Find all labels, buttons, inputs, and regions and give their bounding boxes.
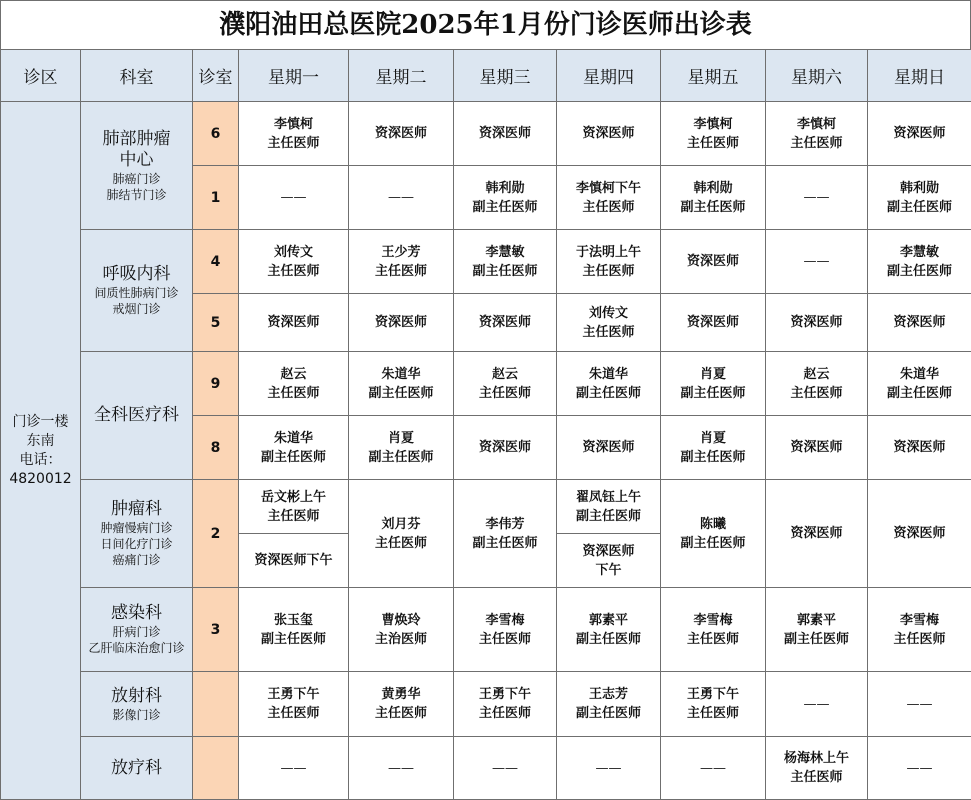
cell-line: 赵云: [766, 365, 867, 384]
cell-line: 资深医师: [454, 124, 556, 143]
cell-line: 资深医师: [661, 252, 765, 271]
schedule-cell: [661, 102, 766, 166]
cell-line: ——: [661, 759, 765, 778]
schedule-cell: [454, 102, 557, 166]
cell-line: 王勇下午: [239, 685, 348, 704]
cell-line: 主任医师: [557, 198, 660, 217]
column-header: 星期四: [557, 50, 661, 102]
cell-line: 主任医师: [557, 262, 660, 281]
table-row: [1, 588, 971, 672]
cell-line: 肖夏: [661, 429, 765, 448]
cell-line: 副主任医师: [454, 534, 556, 553]
cell-line: ——: [766, 252, 867, 271]
cell-line: 主任医师: [557, 323, 660, 342]
cell-line: 资深医师下午: [254, 551, 332, 570]
schedule-cell: [239, 166, 349, 230]
schedule-cell: [349, 737, 454, 800]
dept-sub-clinic: 肺结节门诊: [81, 187, 192, 203]
cell-line: ——: [557, 759, 660, 778]
column-header: 星期一: [239, 50, 349, 102]
schedule-cell: [239, 230, 349, 294]
half-slot: [557, 534, 660, 587]
dept-name: 放射科: [81, 686, 192, 707]
room-number: 4: [193, 230, 239, 294]
schedule-cell: [661, 166, 766, 230]
cell-line: 资深医师: [766, 438, 867, 457]
cell-line: 副主任医师: [454, 198, 556, 217]
cell-line: 李伟芳: [454, 515, 556, 534]
cell-line: 韩利勋: [454, 179, 556, 198]
cell-line: 主任医师: [454, 630, 556, 649]
cell-line: 李雪梅: [868, 611, 971, 630]
cell-line: 副主任医师: [239, 448, 348, 467]
schedule-cell: [868, 737, 971, 800]
cell-line: 主任医师: [239, 384, 348, 403]
cell-line: 朱道华: [557, 365, 660, 384]
cell-line: 资深医师: [868, 438, 971, 457]
column-header: 诊区: [1, 50, 81, 102]
cell-line: 刘传文: [239, 243, 348, 262]
dept-name: 全科医疗科: [81, 405, 192, 426]
cell-line: 主任医师: [766, 134, 867, 153]
cell-line: 刘传文: [557, 304, 660, 323]
schedule-cell: [661, 230, 766, 294]
cell-line: 王勇下午: [661, 685, 765, 704]
cell-line: 主任医师: [661, 704, 765, 723]
column-header: 星期日: [868, 50, 971, 102]
schedule-cell: [766, 102, 868, 166]
dept-sub-clinic: 肿瘤慢病门诊: [81, 520, 192, 536]
cell-line: 韩利勋: [661, 179, 765, 198]
cell-line: 主治医师: [349, 630, 453, 649]
cell-line: 主任医师: [661, 134, 765, 153]
dept-cell: [81, 230, 193, 352]
cell-line: 资深医师: [766, 313, 867, 332]
room-number: 6: [193, 102, 239, 166]
schedule-cell: [454, 737, 557, 800]
schedule-cell: [557, 230, 661, 294]
cell-line: 主任医师: [868, 630, 971, 649]
dept-sub-clinic: 影像门诊: [81, 707, 192, 723]
schedule-cell: [454, 416, 557, 480]
cell-line: ——: [454, 759, 556, 778]
room-number: [193, 672, 239, 737]
cell-line: 肖夏: [349, 429, 453, 448]
cell-line: 副主任医师: [661, 534, 765, 553]
half-slot: [557, 480, 660, 534]
cell-line: 郭素平: [766, 611, 867, 630]
room-number: 1: [193, 166, 239, 230]
schedule-cell: [239, 294, 349, 352]
schedule-cell: [239, 588, 349, 672]
schedule-cell: [766, 166, 868, 230]
schedule-cell: [349, 672, 454, 737]
schedule-cell: [661, 480, 766, 588]
dept-cell: [81, 737, 193, 800]
cell-line: 资深医师: [454, 438, 556, 457]
cell-line: 赵云: [454, 365, 556, 384]
cell-line: ——: [868, 759, 971, 778]
cell-line: 李慎柯: [766, 115, 867, 134]
cell-line: 副主任医师: [557, 630, 660, 649]
cell-line: 李慧敏: [868, 243, 971, 262]
cell-line: 黄勇华: [349, 685, 453, 704]
dept-sub-clinic: 肺癌门诊: [81, 171, 192, 187]
schedule-table: [0, 49, 971, 800]
room-number: [193, 737, 239, 800]
schedule-cell: [766, 737, 868, 800]
cell-line: 李慎柯: [239, 115, 348, 134]
schedule-cell: [557, 166, 661, 230]
cell-line: 主任医师: [349, 704, 453, 723]
cell-line: 副主任医师: [868, 384, 971, 403]
cell-line: 郭素平: [557, 611, 660, 630]
cell-line: 李慎柯下午: [557, 179, 660, 198]
cell-line: 朱道华: [239, 429, 348, 448]
cell-line: ——: [239, 759, 348, 778]
cell-line: 赵云: [239, 365, 348, 384]
cell-line: 李慧敏: [454, 243, 556, 262]
cell-line: 杨海林上午: [766, 749, 867, 768]
column-header: 科室: [81, 50, 193, 102]
cell-line: 资深医师: [454, 313, 556, 332]
dept-name: 呼吸内科: [81, 264, 192, 285]
dept-name: 肺部肿瘤中心: [81, 129, 192, 171]
column-header: 星期二: [349, 50, 454, 102]
cell-line: 主任医师: [454, 704, 556, 723]
schedule-cell: [868, 294, 971, 352]
schedule-cell: [868, 588, 971, 672]
schedule-cell: [454, 166, 557, 230]
cell-line: ——: [868, 695, 971, 714]
schedule-cell: [557, 416, 661, 480]
schedule-cell: [239, 352, 349, 416]
schedule-cell: [454, 588, 557, 672]
cell-line: 主任医师: [349, 534, 453, 553]
cell-line: 门诊一楼: [1, 413, 80, 432]
cell-line: 副主任医师: [661, 384, 765, 403]
cell-line: 主任医师: [239, 262, 348, 281]
cell-line: ——: [239, 188, 348, 207]
cell-line: 资深医师: [661, 313, 765, 332]
cell-line: 于法明上午: [557, 243, 660, 262]
column-header: 星期三: [454, 50, 557, 102]
cell-line: 资深医师: [349, 313, 453, 332]
schedule-cell: [349, 102, 454, 166]
schedule-cell: [557, 352, 661, 416]
table-row: [1, 672, 971, 737]
schedule-cell: [661, 416, 766, 480]
schedule-cell: [766, 352, 868, 416]
schedule-cell: [349, 230, 454, 294]
cell-line: 李慎柯: [661, 115, 765, 134]
schedule-cell: [868, 230, 971, 294]
schedule-cell: [868, 102, 971, 166]
column-header: 星期六: [766, 50, 868, 102]
cell-line: 朱道华: [868, 365, 971, 384]
schedule-cell: [557, 588, 661, 672]
cell-line: 主任医师: [766, 768, 867, 787]
table-row: [1, 352, 971, 416]
schedule-cell: [868, 672, 971, 737]
header-row: [1, 50, 971, 102]
cell-line: 副主任医师: [557, 704, 660, 723]
schedule-cell: [454, 672, 557, 737]
schedule-cell: [349, 166, 454, 230]
schedule-cell: [454, 352, 557, 416]
dept-cell: [81, 102, 193, 230]
cell-line: 资深医师: [868, 524, 971, 543]
schedule-cell-split: [557, 480, 661, 588]
schedule-cell-split: [239, 480, 349, 588]
cell-line: 主任医师: [766, 384, 867, 403]
dept-cell: [81, 480, 193, 588]
dept-sub-clinic: 肝病门诊: [81, 624, 192, 640]
cell-line: 王勇下午: [454, 685, 556, 704]
schedule-cell: [766, 480, 868, 588]
dept-name: 肿瘤科: [81, 499, 192, 520]
schedule-cell: [349, 480, 454, 588]
schedule-cell: [868, 352, 971, 416]
cell-line: 翟凤钰上午: [576, 488, 641, 507]
cell-line: 下午: [595, 561, 621, 580]
half-slot: [239, 480, 348, 534]
cell-line: 副主任医师: [576, 507, 641, 526]
schedule-cell: [239, 737, 349, 800]
table-row: [1, 230, 971, 294]
schedule-cell: [661, 588, 766, 672]
schedule-cell: [557, 102, 661, 166]
room-number: 2: [193, 480, 239, 588]
schedule-cell: [349, 588, 454, 672]
schedule-cell: [349, 352, 454, 416]
cell-line: 主任医师: [239, 704, 348, 723]
schedule-cell: [661, 294, 766, 352]
cell-line: 陈曦: [661, 515, 765, 534]
room-number: 5: [193, 294, 239, 352]
schedule-cell: [557, 737, 661, 800]
table-row: [1, 102, 971, 166]
dept-cell: [81, 588, 193, 672]
cell-line: 李雪梅: [661, 611, 765, 630]
schedule-cell: [868, 416, 971, 480]
schedule-cell: [454, 480, 557, 588]
room-number: 9: [193, 352, 239, 416]
cell-line: 朱道华: [349, 365, 453, 384]
schedule-cell: [766, 294, 868, 352]
cell-line: 4820012: [1, 470, 80, 489]
schedule-cell: [239, 672, 349, 737]
cell-line: 东南: [1, 432, 80, 451]
cell-line: 资深医师: [868, 313, 971, 332]
cell-line: 韩利勋: [868, 179, 971, 198]
cell-line: 主任医师: [239, 134, 348, 153]
cell-line: 主任医师: [267, 507, 319, 526]
cell-line: 副主任医师: [661, 448, 765, 467]
dept-sub-clinic: 戒烟门诊: [81, 301, 192, 317]
room-number: 8: [193, 416, 239, 480]
cell-line: 资深医师: [239, 313, 348, 332]
dept-sub-clinic: 间质性肺病门诊: [81, 285, 192, 301]
table-row: [1, 480, 971, 588]
column-header: 星期五: [661, 50, 766, 102]
cell-line: 副主任医师: [349, 448, 453, 467]
cell-line: 岳文彬上午: [261, 488, 326, 507]
cell-line: 资深医师: [557, 124, 660, 143]
cell-line: 电话：: [1, 451, 80, 470]
schedule-cell: [766, 672, 868, 737]
dept-cell: [81, 672, 193, 737]
schedule-cell: [661, 352, 766, 416]
cell-line: 资深医师: [557, 438, 660, 457]
cell-line: 副主任医师: [349, 384, 453, 403]
dept-sub-clinic: 乙肝临床治愈门诊: [81, 640, 192, 656]
schedule-cell: [349, 416, 454, 480]
schedule-cell: [239, 102, 349, 166]
dept-name: 放疗科: [81, 758, 192, 779]
cell-line: 主任医师: [454, 384, 556, 403]
half-slot: [239, 534, 348, 587]
cell-line: 王志芳: [557, 685, 660, 704]
schedule-cell: [661, 737, 766, 800]
cell-line: 资深医师: [349, 124, 453, 143]
schedule-cell: [766, 588, 868, 672]
cell-line: 副主任医师: [868, 262, 971, 281]
dept-sub-clinic: 癌痛门诊: [81, 552, 192, 568]
cell-line: 副主任医师: [239, 630, 348, 649]
cell-line: 副主任医师: [454, 262, 556, 281]
schedule-cell: [557, 294, 661, 352]
zone-cell: [1, 102, 81, 800]
cell-line: 李雪梅: [454, 611, 556, 630]
cell-line: 曹焕玲: [349, 611, 453, 630]
cell-line: 副主任医师: [868, 198, 971, 217]
dept-name: 感染科: [81, 603, 192, 624]
schedule-cell: [454, 230, 557, 294]
cell-line: 张玉玺: [239, 611, 348, 630]
cell-line: 资深医师: [582, 542, 634, 561]
cell-line: 刘月芬: [349, 515, 453, 534]
schedule-cell: [868, 166, 971, 230]
schedule-cell: [661, 672, 766, 737]
cell-line: ——: [349, 759, 453, 778]
dept-cell: [81, 352, 193, 480]
room-number: 3: [193, 588, 239, 672]
cell-line: 副主任医师: [557, 384, 660, 403]
cell-line: 副主任医师: [766, 630, 867, 649]
cell-line: 资深医师: [766, 524, 867, 543]
schedule-cell: [557, 672, 661, 737]
cell-line: 主任医师: [349, 262, 453, 281]
cell-line: 主任医师: [661, 630, 765, 649]
schedule-cell: [349, 294, 454, 352]
cell-line: 肖夏: [661, 365, 765, 384]
cell-line: ——: [766, 188, 867, 207]
table-row: [1, 737, 971, 800]
dept-sub-clinic: 日间化疗门诊: [81, 536, 192, 552]
cell-line: 资深医师: [868, 124, 971, 143]
schedule-cell: [766, 230, 868, 294]
schedule-cell: [239, 416, 349, 480]
schedule-cell: [766, 416, 868, 480]
schedule-cell: [454, 294, 557, 352]
cell-line: 副主任医师: [661, 198, 765, 217]
page-title: 濮阳油田总医院2025年1月份门诊医师出诊表: [0, 0, 971, 49]
cell-line: ——: [766, 695, 867, 714]
column-header: 诊室: [193, 50, 239, 102]
cell-line: 王少芳: [349, 243, 453, 262]
cell-line: ——: [349, 188, 453, 207]
schedule-cell: [868, 480, 971, 588]
